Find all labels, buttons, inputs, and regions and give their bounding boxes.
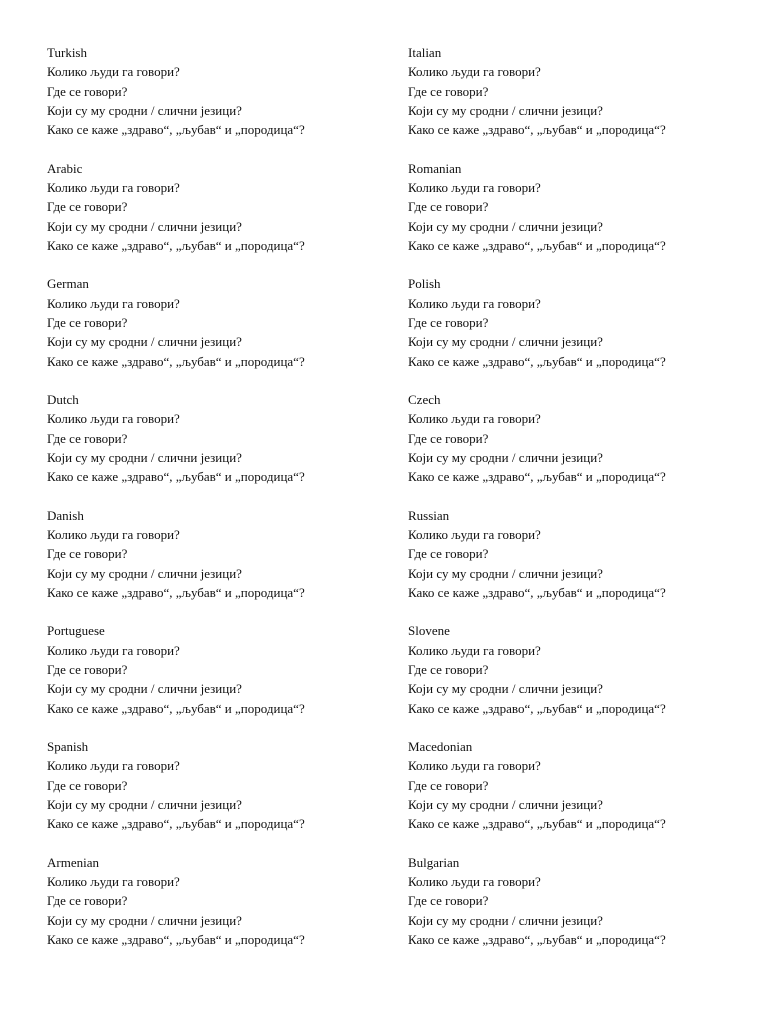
language-block — [47, 506, 377, 622]
question-speakers: Колико људи га говори? — [47, 874, 180, 890]
language-block — [408, 390, 748, 506]
question-words: Како се каже „здраво“, „љубав“ и „породица“? — [408, 584, 666, 600]
question-related: Који су му сродни / слични језици? — [47, 218, 242, 234]
question-words: Како се каже „здраво“, „љубав“ и „породица“? — [408, 816, 666, 832]
language-name: Italian — [408, 45, 442, 60]
language-name: Macedonian — [408, 739, 473, 755]
question-speakers: Колико људи га говори? — [408, 642, 541, 658]
question-related: Који су му сродни / слични језици? — [47, 334, 242, 350]
language-block — [47, 274, 377, 390]
question-where: Где се говори? — [408, 893, 489, 909]
question-speakers: Колико људи га говори? — [408, 64, 541, 80]
question-speakers: Колико људи га говори? — [47, 642, 180, 658]
question-speakers: Колико људи га говори? — [408, 411, 541, 427]
question-speakers: Колико људи га говори? — [408, 295, 541, 311]
language-name: Spanish — [47, 739, 89, 755]
question-words: Како се каже „здраво“, „љубав“ и „породица“? — [408, 237, 666, 253]
question-related: Који су му сродни / слични језици? — [47, 449, 242, 465]
question-words: Како се каже „здраво“, „љубав“ и „породица“? — [47, 469, 305, 485]
question-related: Који су му сродни / слични језици? — [408, 218, 603, 234]
language-name: Turkish — [47, 45, 87, 60]
language-name: Portuguese — [47, 623, 105, 639]
language-name: German — [47, 276, 89, 292]
language-block — [47, 621, 377, 737]
right-column — [408, 43, 748, 969]
question-speakers: Колико људи га говори? — [408, 758, 541, 774]
question-speakers: Колико људи га говори? — [408, 179, 541, 195]
language-block — [408, 506, 748, 622]
language-name: Romanian — [408, 160, 462, 176]
language-block — [408, 159, 748, 275]
question-where: Где се говори? — [47, 546, 128, 562]
language-block — [408, 737, 748, 853]
question-related: Који су му сродни / слични језици? — [408, 449, 603, 465]
question-words: Како се каже „здраво“, „љубав“ и „породица“? — [408, 122, 666, 138]
question-where: Где се говори? — [408, 546, 489, 562]
question-words: Како се каже „здраво“, „љубав“ и „породица“? — [47, 122, 305, 138]
question-speakers: Колико људи га говори? — [47, 295, 180, 311]
language-name: Armenian — [47, 854, 99, 870]
language-name: Russian — [408, 507, 450, 523]
question-related: Који су му сродни / слични језици? — [408, 334, 603, 350]
question-words: Како се каже „здраво“, „љубав“ и „породица“? — [408, 353, 666, 369]
question-where: Где се говори? — [47, 777, 128, 793]
question-words: Како се каже „здраво“, „љубав“ и „породица“? — [47, 932, 305, 947]
question-where: Где се говори? — [47, 893, 128, 909]
question-words: Како се каже „здраво“, „љубав“ и „породица“? — [408, 469, 666, 485]
question-words: Како се каже „здраво“, „љубав“ и „породица“? — [408, 700, 666, 716]
question-where: Где се говори? — [47, 83, 128, 99]
language-block — [47, 853, 377, 969]
language-block — [408, 853, 748, 969]
question-speakers: Колико људи га говори? — [47, 527, 180, 543]
question-where: Где се говори? — [408, 430, 489, 446]
language-block — [408, 43, 748, 159]
language-name: Bulgarian — [408, 854, 460, 870]
question-speakers: Колико људи га говори? — [408, 527, 541, 543]
question-words: Како се каже „здраво“, „љубав“ и „породица“? — [47, 584, 305, 600]
question-related: Који су му сродни / слични језици? — [408, 797, 603, 813]
question-speakers: Колико људи га говори? — [47, 411, 180, 427]
question-where: Где се говори? — [47, 314, 128, 330]
left-column — [47, 43, 377, 969]
question-where: Где се говори? — [408, 662, 489, 678]
question-where: Где се говори? — [408, 314, 489, 330]
question-words: Како се каже „здраво“, „љубав“ и „породица“? — [408, 932, 666, 947]
question-where: Где се говори? — [408, 199, 489, 215]
language-name: Danish — [47, 507, 84, 523]
language-block — [47, 43, 377, 159]
language-name: Slovene — [408, 623, 450, 639]
question-related: Који су му сродни / слични језици? — [47, 797, 242, 813]
question-speakers: Колико људи га говори? — [408, 874, 541, 890]
language-name: Polish — [408, 276, 441, 292]
question-words: Како се каже „здраво“, „љубав“ и „породица“? — [47, 816, 305, 832]
question-where: Где се говори? — [47, 199, 128, 215]
language-block — [47, 390, 377, 506]
question-related: Који су му сродни / слични језици? — [47, 565, 242, 581]
question-related: Који су му сродни / слични језици? — [47, 681, 242, 697]
question-speakers: Колико људи га говори? — [47, 758, 180, 774]
question-words: Како се каже „здраво“, „љубав“ и „породица“? — [47, 353, 305, 369]
question-related: Који су му сродни / слични језици? — [408, 681, 603, 697]
question-speakers: Колико људи га говори? — [47, 64, 180, 80]
question-related: Који су му сродни / слични језици? — [408, 565, 603, 581]
language-name: Czech — [408, 392, 441, 408]
question-related: Који су му сродни / слични језици? — [408, 912, 603, 928]
language-block — [47, 159, 377, 275]
question-related: Који су му сродни / слични језици? — [47, 102, 242, 118]
question-where: Где се говори? — [408, 777, 489, 793]
question-where: Где се говори? — [408, 83, 489, 99]
question-words: Како се каже „здраво“, „љубав“ и „породица“? — [47, 237, 305, 253]
question-where: Где се говори? — [47, 662, 128, 678]
language-name: Arabic — [47, 160, 83, 176]
question-where: Где се говори? — [47, 430, 128, 446]
language-block — [408, 621, 748, 737]
language-name: Dutch — [47, 392, 79, 408]
question-related: Који су му сродни / слични језици? — [408, 102, 603, 118]
language-block — [408, 274, 748, 390]
question-words: Како се каже „здраво“, „љубав“ и „породица“? — [47, 700, 305, 716]
question-related: Који су му сродни / слични језици? — [47, 912, 242, 928]
language-block — [47, 737, 377, 853]
question-speakers: Колико људи га говори? — [47, 179, 180, 195]
